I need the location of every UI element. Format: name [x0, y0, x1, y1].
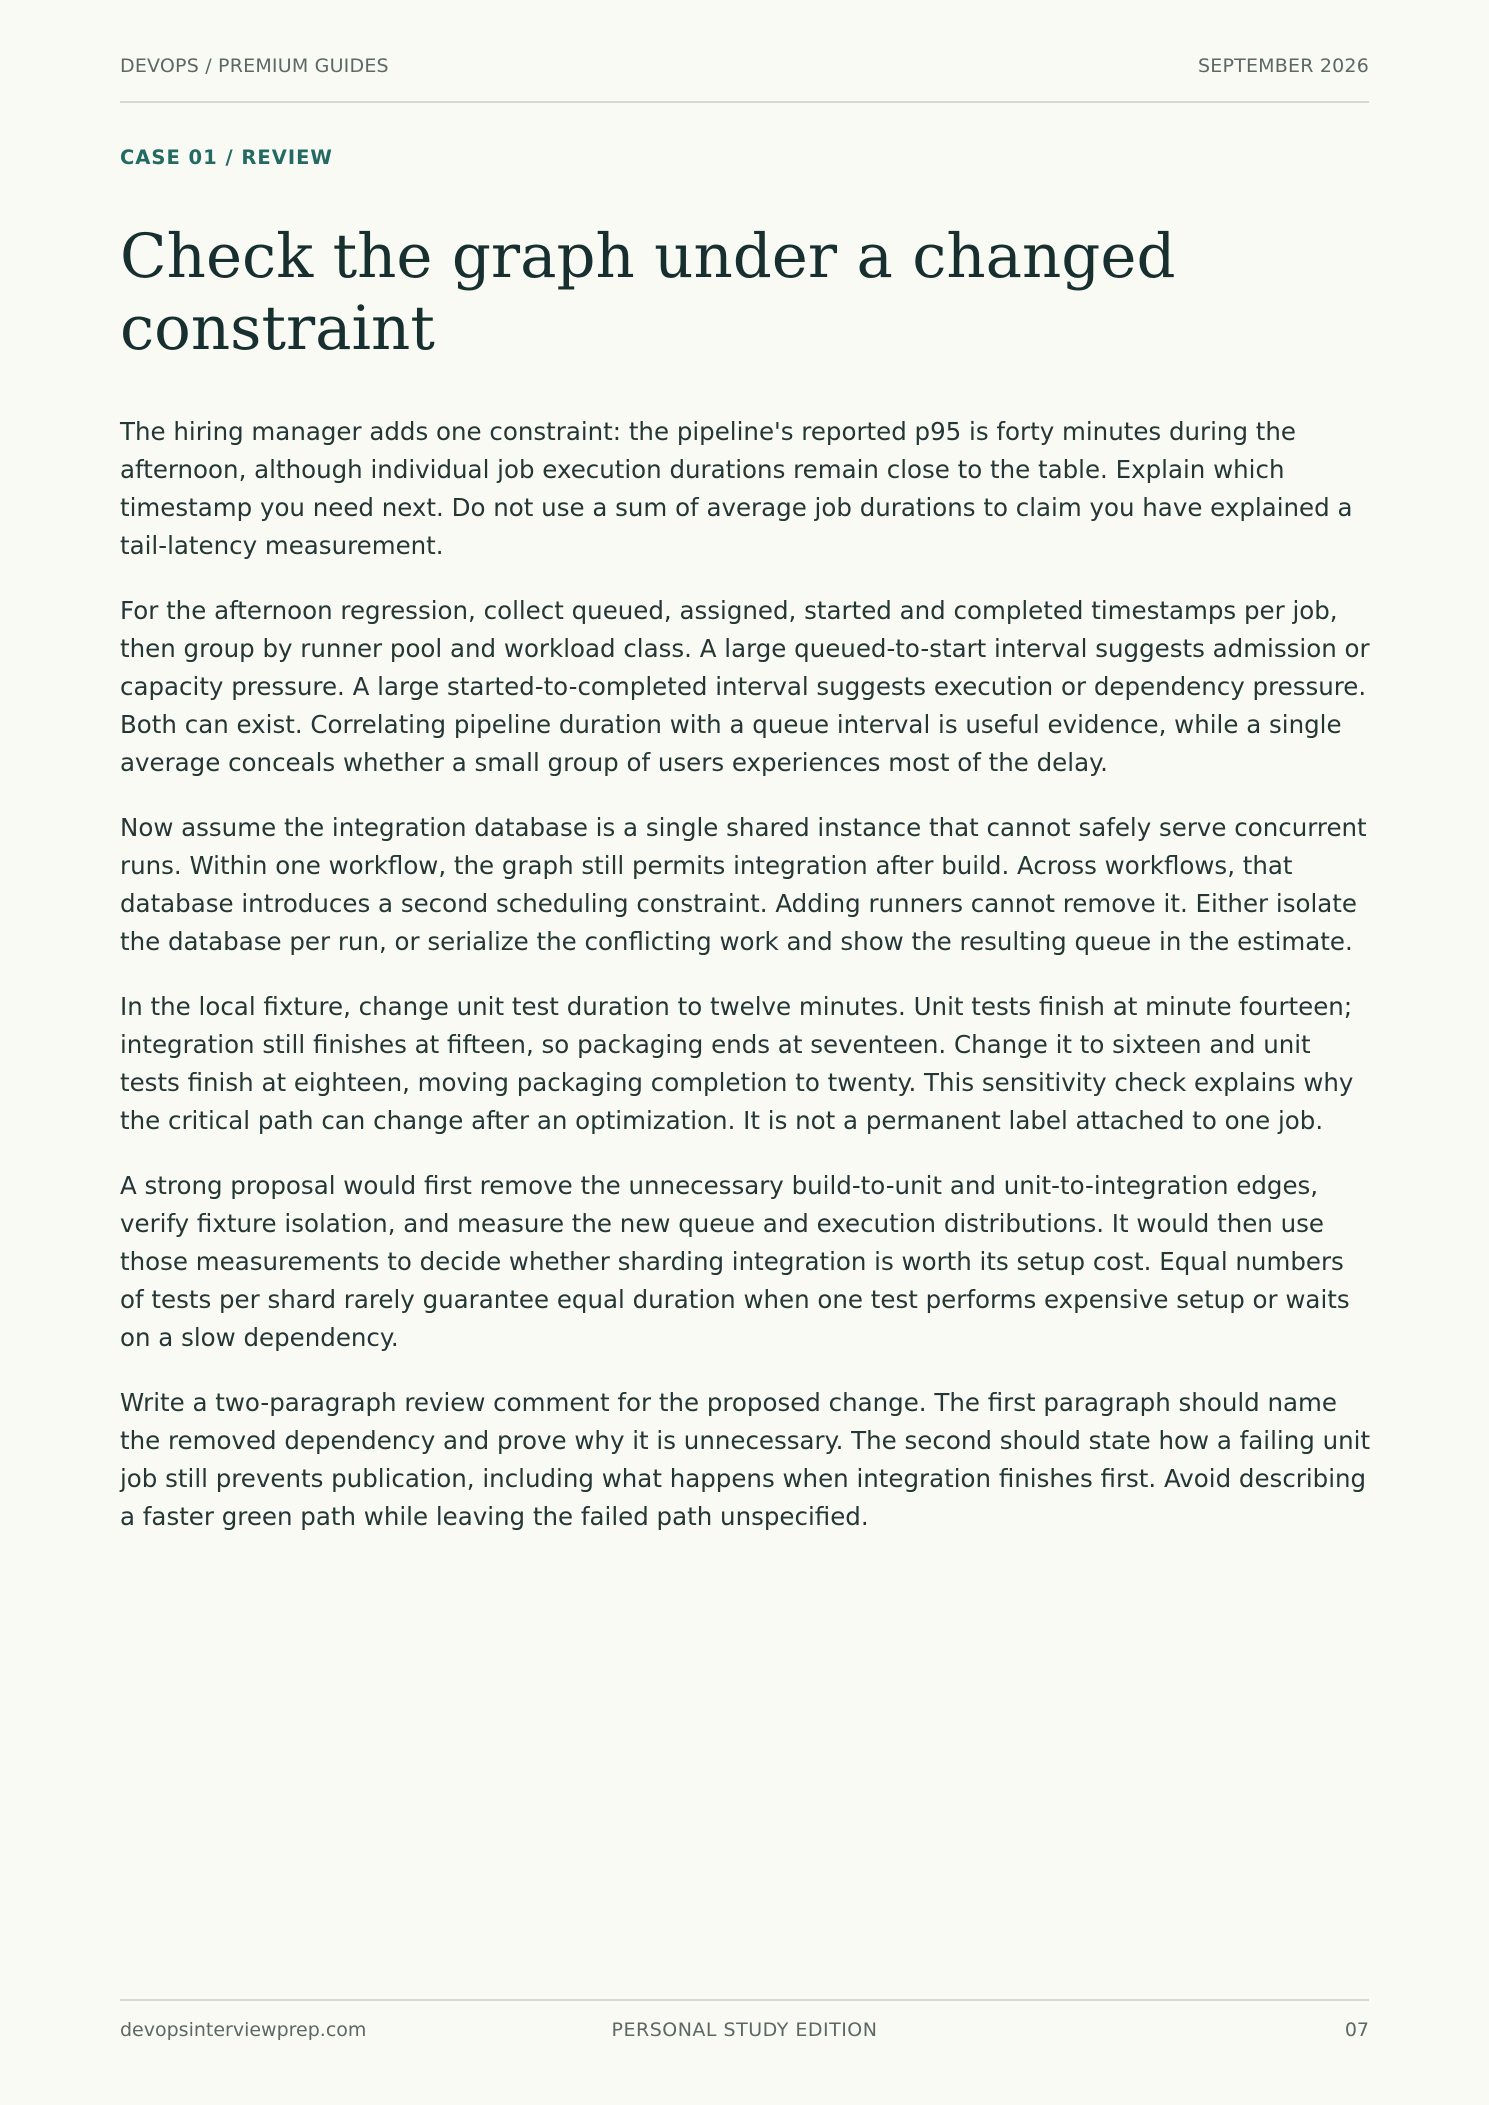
page-footer — [120, 1999, 1369, 2047]
edition-label: PERSONAL STUDY EDITION — [611, 2019, 878, 2041]
page-title: Check the graph under a changed constraint — [120, 221, 1176, 364]
section-label: DEVOPS / PREMIUM GUIDES — [120, 55, 389, 77]
paragraph: In the local fixture, change unit test duration to twelve minutes. Unit tests finish at minute fourteen; integration still finishes at fifteen, so packaging ends at seventeen. Change it to sixteen and unit tests finish at eighteen, moving packaging completion to twenty. This sensitivity check explains why the critical path can change after an optimization. It is not a permanent label attached to one job. — [120, 992, 1354, 1135]
page-number: 07 — [1344, 2019, 1369, 2041]
paragraph: A strong proposal would first remove the unnecessary build-to-unit and unit-to-integration edges, verify fixture isolation, and measure the new queue and execution distributions. It would then use those measurements to decide whether sharding integration is worth its setup cost. Equal numbers of tests per shard rarely guarantee equal duration when one test performs expensive setup or waits on a slow dependency. — [120, 1171, 1350, 1352]
site-name: devopsinterviewprep.com — [120, 2019, 367, 2041]
page-header — [120, 55, 1369, 103]
paragraph: Write a two-paragraph review comment for the proposed change. The first paragraph should name the removed dependency and prove why it is unnecessary. The second should state how a failing unit job still prevents publication, including what happens when integration finishes first. Avoid describing a faster green path while leaving the failed path unspecified. — [120, 1388, 1371, 1531]
case-label: CASE 01 / REVIEW — [120, 146, 333, 169]
paragraph: Now assume the integration database is a single shared instance that cannot safely serve concurrent runs. Within one workflow, the graph still permits integration after build. Across workflows, that database introduces a second scheduling constraint. Adding runners cannot remove it. Either isolate the database per run, or serialize the conflicting work and show the resulting queue in the estimate. — [120, 813, 1367, 956]
paragraph: For the afternoon regression, collect queued, assigned, started and completed timestamps per job, then group by runner pool and workload class. A large queued-to-start interval suggests admission or capacity pressure. A large started-to-completed interval suggests execution or dependency pressure. Both can exist. Correlating pipeline duration with a queue interval is useful evidence, while a single average conceals whether a small group of users experiences most of the delay. — [120, 596, 1370, 777]
issue-date: SEPTEMBER 2026 — [1198, 55, 1369, 77]
paragraph: The hiring manager adds one constraint: the pipeline's reported p95 is forty minutes during the afternoon, although individual job execution durations remain close to the table. Explain which timestamp you need next. Do not use a sum of average job durations to claim you have explained a tail-latency measurement. — [120, 417, 1353, 560]
article-body — [120, 413, 1375, 1563]
